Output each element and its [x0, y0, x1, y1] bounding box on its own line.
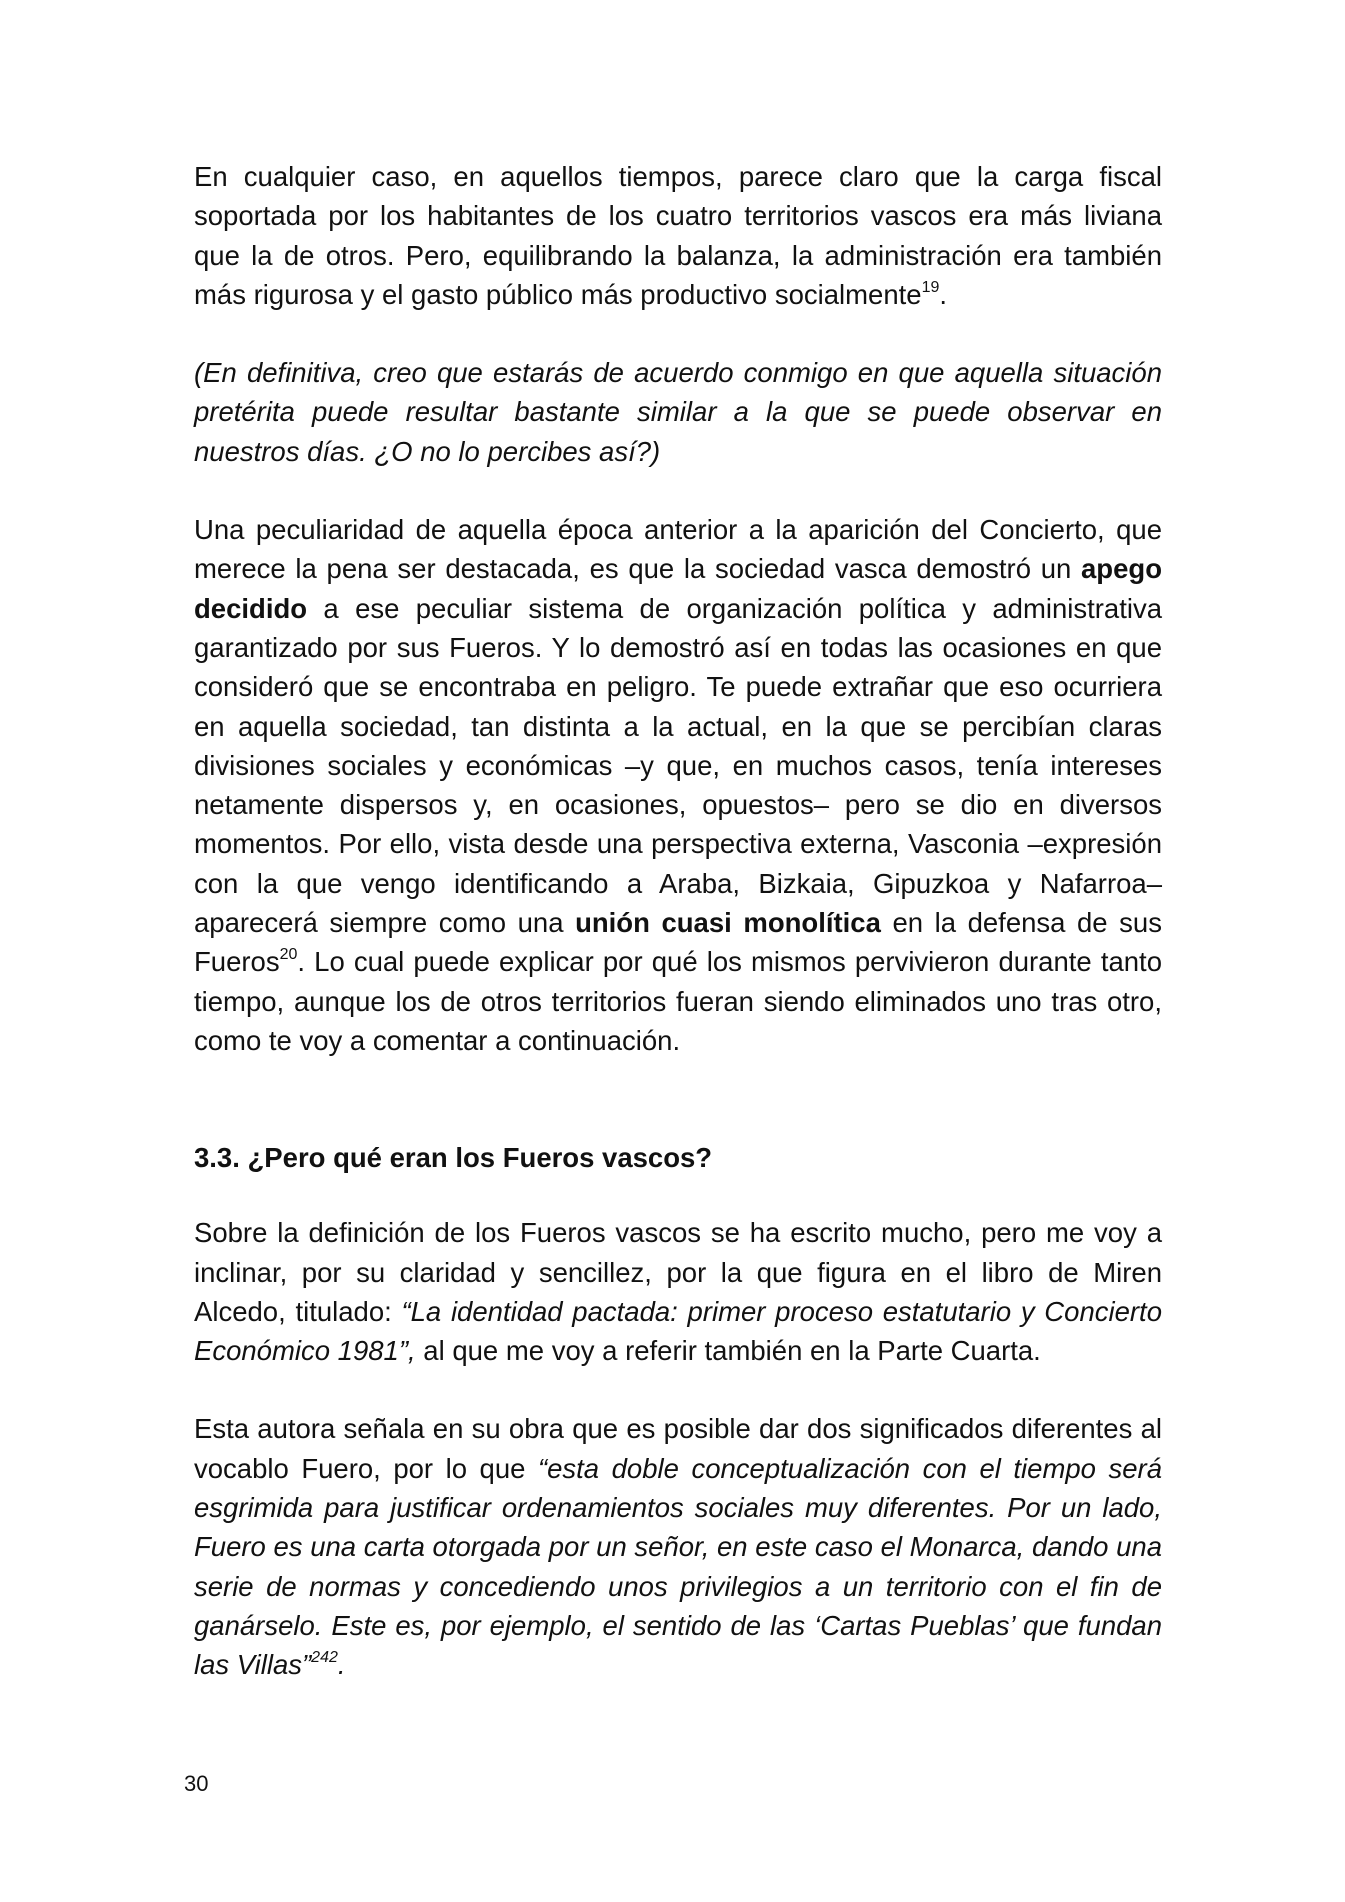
paragraph-text: Una peculiaridad de aquella época anterior a la aparición del Concierto, que merece la pena ser destacada, es que la sociedad vasca demostró un [194, 514, 1162, 585]
paragraph-fueros-definition [194, 1213, 1162, 1370]
footnote-reference[interactable]: 19 [921, 278, 940, 296]
paragraph-text: . Lo cual puede explicar por qué los mismos pervivieron durante tanto tiempo, aunque los de otros territorios fueran siendo eliminados uno tras otro, como te voy a comentar a continuación. [194, 946, 1162, 1056]
book-title: “La identidad pactada: primer proceso estatutario y Concierto Económico 1981”, [194, 1295, 1162, 1367]
paragraph-aside [194, 353, 1162, 471]
emphasis-text: apego decidido [194, 553, 1162, 624]
page-number: 30 [184, 1771, 209, 1796]
paragraph-text: en la defensa de sus Fueros [194, 907, 1162, 978]
section-heading: 3.3. ¿Pero qué eran los Fueros vascos? [194, 1142, 713, 1174]
document-body [194, 157, 1162, 1724]
paragraph-text: Esta autora señala en su obra que es posible dar dos significados diferentes al vocablo Fuero, por lo que [194, 1413, 1162, 1484]
paragraph-end: . [337, 1649, 346, 1681]
paragraph-text: al que me voy a referir también en la Parte Cuarta. [415, 1335, 1041, 1367]
paragraph-text: Sobre la definición de los Fueros vascos se ha escrito mucho, pero me voy a inclinar, por su claridad y sencillez, por la que figura en el libro de Miren Alcedo, titulado: [194, 1217, 1162, 1327]
paragraph-text: (En definitiva, creo que estarás de acuerdo conmigo en que aquella situación pretérita puede resultar bastante similar a la que se puede observar en nuestros días. ¿O no lo percibes así?) [194, 357, 1162, 467]
paragraph-end: . [939, 278, 948, 310]
footnote-reference[interactable]: 242 [311, 1649, 338, 1667]
paragraph-basque-society [194, 510, 1162, 1060]
paragraph-author-quote [194, 1409, 1162, 1684]
footnote-reference[interactable]: 20 [279, 946, 298, 964]
paragraph-text: a ese peculiar sistema de organización política y administrativa garantizado por sus Fueros. Y lo demostró así en todas las ocasiones en que consideró que se encontraba en peligro. Te puede extrañar que eso ocurriera en aquella sociedad, tan distinta a la actual, en la que se percibían claras divisiones sociales y económicas –y que, en muchos casos, tenía intereses netamente dispersos y, en ocasiones, opuestos– pero se dio en diversos momentos. Por ello, vista desde una perspectiva externa, Vasconia –expresión con la que vengo identificando a Araba, Bizkaia, Gipuzkoa y Nafarroa– aparecerá siempre como una [194, 592, 1162, 939]
quotation: “esta doble conceptualización con el tiempo será esgrimida para justificar ordenamientos sociales muy diferentes. Por un lado, Fuero es una carta otorgada por un señor, en este caso el Monarca, dando una serie de normas y concediendo unos privilegios a un territorio con el fin de ganárselo. Este es, por ejemplo, el sentido de las ‘Cartas Pueblas’ que fundan las Villas” [194, 1452, 1162, 1681]
paragraph-fiscal-burden [194, 157, 1162, 314]
paragraph-text: En cualquier caso, en aquellos tiempos, parece claro que la carga fiscal soportada por los habitantes de los cuatro territorios vascos era más liviana que la de otros. Pero, equilibrando la balanza, la administración era también más rigurosa y el gasto público más productivo socialmente [194, 161, 1162, 310]
emphasis-text: unión cuasi monolítica [575, 907, 881, 939]
